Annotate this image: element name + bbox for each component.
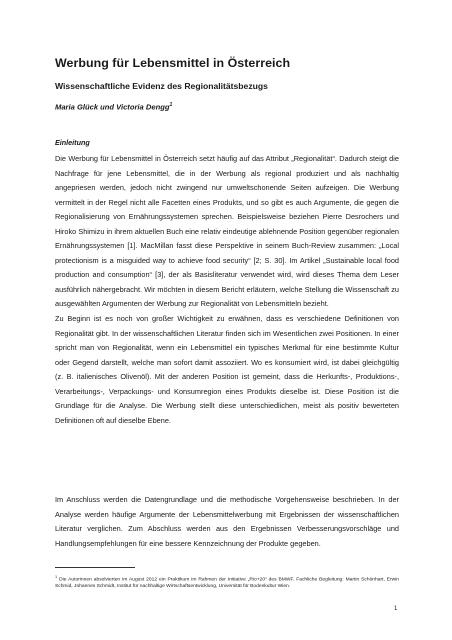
- footnote-separator: [55, 567, 135, 568]
- paragraph-definitions: Zu Beginn ist es noch von großer Wichtigkeit zu erwähnen, dass es verschiedene Definitionen von Regionalität gibt. In der wissenschaftlichen Literatur finden sich im Wesentlichen zwei Positionen. In einer spricht man von Regionalität, wenn ein Lebensmittel ein typisches Merkmal für eine bestimmte Kultur oder Gegend darstellt, welche man sofort damit assoziiert. Wo es konsumiert wird, ist dabei gleichgültig (z. B. italienisches Olivenöl). Mit der anderen Position ist gemeint, dass die Herkunfts-, Produktions-, Verarbeitungs-, Verpackungs- und Konsumregion eines Produkts dieselbe ist. Diese Position ist die Grundlage für die Analyse. Die Werbung stellt diese unterschiedlichen, meist als positiv bewerteten Definitionen oft auf dieselbe Ebene.: [55, 314, 399, 425]
- paragraph-introduction: Die Werbung für Lebensmittel in Österreich setzt häufig auf das Attribut „Regionalität“. Dadurch steigt die Nachfrage für jene Lebensmittel, die in der Werbung als regional produziert und als nachhaltig angepriesen werden, jedoch nicht zwingend nur umweltschonende Seiten aufzeigen. Die Werbung vermittelt in der Regel nicht alle Facetten eines Produkts, und so gibt es auch Argumente, die gegen die Regionalisierung von Ernährungssystemen sprechen. Beispielsweise beziehen Pierre Desrochers und Hiroko Shimizu in ihrem aktuellen Buch eine relativ eindeutige ablehnende Position gegenüber regionalen Ernährungssystemen [1]. MacMillan fasst diese Perspektive in seinem Buch-Review zusammen: „Local protectionism is a misguided way to achieve food security“ [2; S. 30]. Im Artikel „Sustainable local food production and consumption“ [3], der als Basisliteratur verwendet wird, wird dieses Thema dem Leser ausführlich nähergebracht. Wir möchten in diesem Bericht erläutern, welche Stellung die Wissenschaft zu ausgewählten Argumenten der Werbung zur Regionalität von Lebensmitteln bezieht.: [55, 154, 399, 309]
- document-title: Werbung für Lebensmittel in Österreich: [55, 56, 291, 70]
- authors-names: Maria Glück und Victoria Dengg: [55, 102, 170, 112]
- document-subtitle: Wissenschaftliche Evidenz des Regionalitätsbezugs: [55, 81, 268, 91]
- footnote: [55, 574, 399, 590]
- authors-line: [55, 102, 172, 112]
- section-heading: Einleitung: [55, 138, 90, 147]
- paragraph-outline: Im Anschluss werden die Datengrundlage und die methodische Vorgehensweise beschrieben. In der Analyse werden häufige Argumente der Lebensmittelwerbung mit Ergebnissen der wissenschaftlichen Literatur verglichen. Zum Abschluss werden aus den Ergebnissen Verbesserungsvorschläge und Handlungsempfehlungen für eine bessere Kennzeichnung der Produkte gegeben.: [55, 495, 399, 548]
- footnote-text: Die Autorinnen absolvierten im August 2012 ein Praktikum im Rahmen der Initiative „Rio+20“ des BMWF. Fachliche Begleitung: Martin Schönhart, Erwin Schmid, Johannes Schmidt, Institut für nachhaltige Wirtschaftsentwicklung, Universität für Bodenkultur Wien.: [55, 577, 400, 590]
- page-number: 1: [394, 606, 398, 612]
- authors-footnote-mark: 1: [169, 102, 173, 108]
- footnote-mark: 1: [55, 575, 58, 579]
